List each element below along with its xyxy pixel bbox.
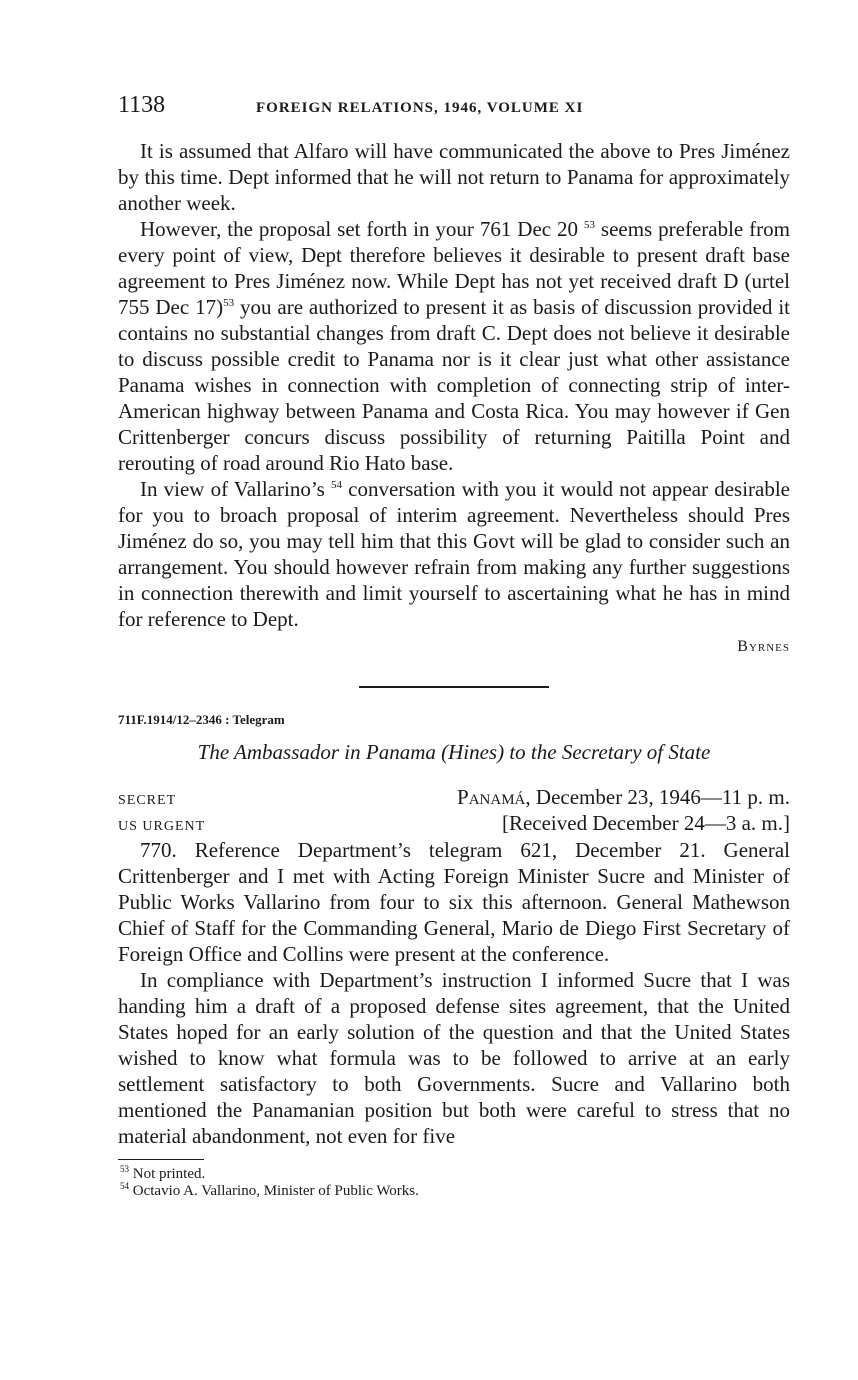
meta-row-dateline: [118, 785, 790, 811]
place: Panamá,: [457, 785, 531, 809]
footnote-divider: [118, 1159, 204, 1160]
page-header: [118, 92, 790, 126]
dateline: [457, 785, 790, 810]
section-divider: [359, 686, 549, 688]
telegram-1-body: [118, 138, 790, 662]
date: December 23, 1946—11 p. m.: [530, 785, 790, 809]
footnote: $^{53}$ Not printed.: [120, 1164, 206, 1182]
footnote-ref: 54: [330, 479, 342, 491]
telegram-2: [118, 712, 790, 1149]
priority: US URGENT: [118, 819, 206, 834]
paragraph: 770. Reference Department’s telegram 621, December 21. General Crittenberger and I met with Acting Foreign Minister Sucre and Minister of Public Works Vallarino from four to six this afternoon. General Mathewson Chief of Staff for the Commanding General, Mario de Diego First Secretary of Foreign Office and Collins were present at the conference.: [118, 838, 790, 966]
paragraph: In compliance with Department’s instruction I informed Sucre that I was handing him a draft of a proposed defense sites agreement, that the United States hoped for an early solution of the question and that the United States wished to know what formula was to be followed to arrive at an early settlement satisfactory to both Governments. Sucre and Vallarino both mentioned the Panamanian position but both were careful to stress that no material abandonment, not even for five: [118, 968, 790, 1148]
received-line: [Received December 24—3 a. m.]: [501, 811, 790, 835]
document-page: [118, 92, 790, 1200]
document-title: The Ambassador in Panama (Hines) to the Secretary of State: [197, 740, 711, 764]
paragraph: In view of Vallarino’s $^{54}$ conversation with you it would not appear desirable for you to broach proposal of interim agreement. Nevertheless should Pres Jiménez do so, you may tell him that this Govt will be glad to consider such an arrangement. You should however refrain from making any further suggestions in connection therewith and limit yourself to ascertaining what he has in mind for reference to Dept.: [118, 477, 790, 631]
running-head: FOREIGN RELATIONS, 1946, VOLUME XI: [256, 100, 584, 116]
paragraph: However, the proposal set forth in your 761 Dec 20 $^{53}$ seems preferable from every point of view, Dept therefore believes it desirable to present draft base agreement to Pres Jiménez now. While Dept has not yet received draft D (urtel 755 Dec 17)$^{53}$ you are authorized to present it as basis of discussion provided it contains no substantial changes from draft C. Dept does not believe it desirable to discuss possible credit to Panama nor is it clear just what other assistance Panama wishes in connection with completion of connecting strip of inter-American highway between Panama and Costa Rica. You may however if Gen Crittenberger concurs discuss possibility of returning Paitilla Point and rerouting of road around Rio Hato base.: [118, 217, 791, 475]
footnote: $^{54}$ Octavio A. Vallarino, Minister of Public Works.: [120, 1181, 419, 1199]
classification: SECRET: [118, 793, 177, 808]
footnotes: [118, 1166, 790, 1200]
file-reference: 711F.1914/12–2346 : Telegram: [118, 712, 285, 727]
paragraph: It is assumed that Alfaro will have communicated the above to Pres Jiménez by this time. Dept informed that he will not return to Panama for approximately another week.: [118, 139, 790, 215]
footnote-ref: 53: [583, 219, 595, 231]
signature: Byrnes: [737, 638, 790, 655]
page-number: 1138: [118, 92, 166, 118]
meta-row-received: [118, 811, 790, 837]
footnote-ref: 53: [223, 297, 235, 309]
